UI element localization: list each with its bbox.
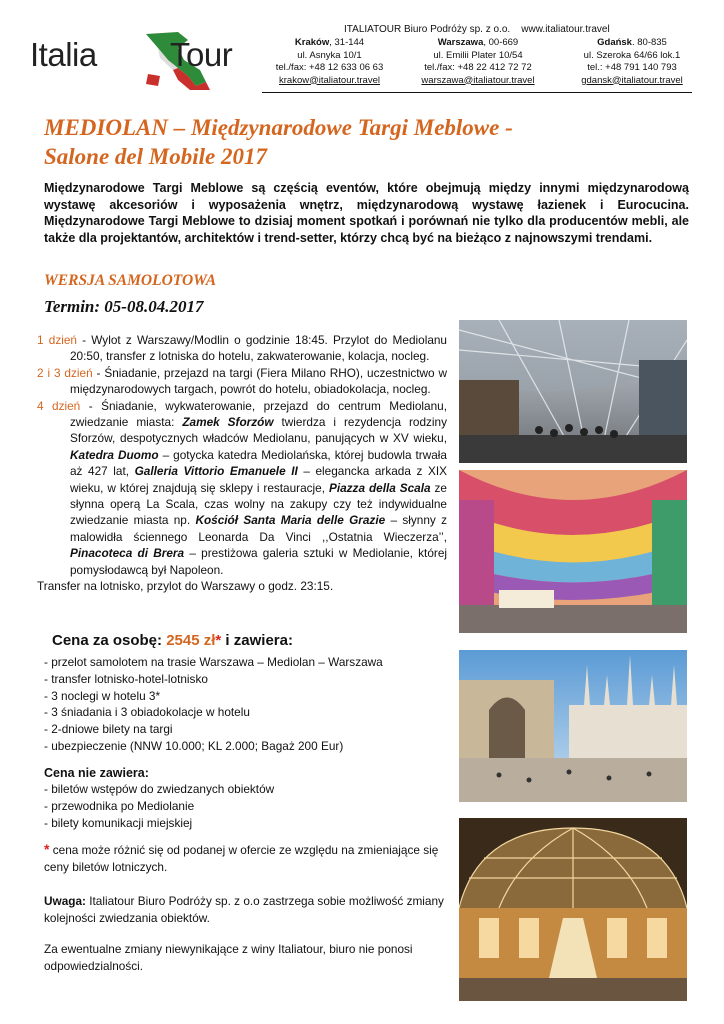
office-street: ul. Asnyka 10/1 [297,49,362,61]
excludes-heading: Cena nie zawiera: [44,766,149,780]
intro-paragraph: Międzynarodowe Targi Meblowe są częścią eventów, które obejmują między innymi międzynarodową wystawę akcesoriów i wyposażenia wnętrz, międzynarodową wystawę łazienek i Eurocucina. Międzynarodowe Targi Meblowe to dzisiaj moment spotkań i porównań nie tylko dla producentów mebli, ale także dla projektantów, architektów i trend-setter, którzy chcą być na bieżąco z najnowszymi trendami. [44,181,689,245]
italiatour-logo[interactable] [28,30,248,92]
office-city: Kraków [294,37,330,48]
attraction-name: Galleria Vittorio Emanuele II [134,464,298,479]
title-line-1: MEDIOLAN – Międzynarodowe Targi Meblowe - [44,115,513,140]
date-heading: Termin: 05-08.04.2017 [44,297,204,316]
note-asterisk: * [44,841,50,857]
page-title [44,113,513,171]
attraction-name: Kościół Santa Maria delle Grazie [195,513,386,528]
version-heading: WERSJA SAMOLOTOWA [44,272,217,289]
liability-note: Za ewentualne zmiany niewynikające z winy Italiatour, biuro nie ponosi odpowiedzialności. [44,942,413,973]
office-gdansk [562,37,702,87]
logo-word-tour: Tour [170,36,233,73]
attraction-name: Piazza della Scala [328,480,431,495]
attraction-name: Pinacoteca di Brera [70,546,185,561]
itinerary-day-4 [37,398,447,578]
office-postcode: , 31-144 [329,37,365,48]
duomo-square-photo [459,650,687,802]
list-item: - biletów wstępów do zwiedzanych obiektów [44,782,275,796]
price-suffix: i zawiera: [221,632,293,649]
header-divider [262,92,692,93]
day-text: twierdza i rezydencja rodziny Sforzów, despotycznych władców Mediolanu, panujących w XV wieku, [70,415,447,446]
list-item: - ubezpieczenie (NNW 10.000; KL 2.000; Bagaż 200 Eur) [44,738,344,753]
day-label: 1 dzień [37,333,77,347]
disclaimer-note [44,893,454,927]
list-item: - transfer lotnisko-hotel-lotnisko [44,671,208,686]
office-email-link[interactable]: krakow@italiatour.travel [279,74,380,86]
office-email-link[interactable]: warszawa@italiatour.travel [421,74,535,86]
fiera-milano-photo [459,320,687,463]
day-text: - Śniadanie, wykwaterowanie, przejazd do centrum Mediolanu, zwiedzanie miasta: [70,398,447,430]
price-note [44,841,454,876]
office-postcode: . 80-835 [631,37,667,48]
office-warszawa [408,37,548,87]
itinerary-day-1 [37,332,447,365]
office-city: Warszawa [437,37,484,48]
office-email-link[interactable]: gdansk@italiatour.travel [581,74,683,86]
office-krakow [262,37,397,87]
attraction-name: Zamek Sforzów [182,415,274,430]
galleria-photo [459,818,687,1001]
itinerary [37,332,447,595]
office-phone: tel./fax: +48 12 633 06 63 [275,62,384,73]
office-street: ul. Emilii Plater 10/54 [433,49,523,61]
list-item: - przelot samolotem na trasie Warszawa – Mediolan – Warszawa [44,655,383,669]
note-text: cena może różnić się od podanej w ofercie ze względu na zmieniające się ceny biletów lotniczych. [44,843,439,874]
day-label: 2 i 3 dzień [37,365,93,380]
day-text: - Wylot z Warszawy/Modlin o godzinie 18:45. Przylot do Mediolanu 20:50, transfer z lotniska do hotelu, zakwaterowanie, kolacja, nocleg. [70,333,447,364]
itinerary-day-2-3 [37,365,447,398]
day-text: – słynny z malowidła ściennego Leonarda Da Vinci ,,Ostatnia Wieczerza’’, [70,513,447,544]
list-item: - bilety komunikacji miejskiej [44,815,193,830]
itinerary-transfer: Transfer na lotnisko, przylot do Warszawy o godz. 23:15. [37,579,334,594]
day-text: – prestiżowa galeria sztuki w Mediolanie, której pomysłodawcą był Napoleon. [70,546,447,577]
company-name: ITALIATOUR Biuro Podróży sp. z o.o. [344,24,511,35]
office-city: Gdańsk [597,37,632,48]
title-line-2: Salone del Mobile 2017 [44,144,267,169]
price-label: Cena za osobę: [52,632,167,649]
office-postcode: , 00-669 [483,37,519,48]
list-item: - 3 śniadania i 3 obiadokolacje w hotelu [44,705,250,720]
list-item: - 3 noclegi w hotelu 3* [44,688,161,703]
excludes-list [44,781,274,831]
price-heading [52,632,293,649]
day-text: ze słynna operą La Scala, czas wolny na zakupy czy też indywidualne zwiedzanie miasta np. [70,480,447,528]
office-phone: tel.: +48 791 140 793 [587,62,677,73]
disclaimer-text: Italiatour Biuro Podróży sp. z o.o zastrzega sobie możliwość zmiany kolejności zwiedzania obiektów. [44,894,444,925]
price-amount: 2545 zł [166,632,216,649]
list-item: - 2-dniowe bilety na targi [44,722,173,737]
furniture-exhibit-photo [459,470,687,633]
attraction-name: Katedra Duomo [70,447,159,462]
company-website[interactable]: www.italiatour.travel [521,24,610,35]
day-text: – gotycka katedra Mediolańska, której budowla trwała aż 427 lat, [70,447,447,479]
day-label: 4 dzień [37,398,81,413]
list-item: - przewodnika po Mediolanie [44,798,195,813]
day-text: – elegancka arkada z XIX wieku, w której znajdują się sklepy i restauracje, [70,464,448,495]
includes-list [44,654,383,755]
company-header [344,24,610,35]
office-street: ul. Szeroka 64/66 lok.1 [583,49,681,61]
day-text: - Śniadanie, przejazd na targi (Fiera Milano RHO), uczestnictwo w międzynarodowych targach, powrót do hotelu, obiadokolacja, nocleg. [70,365,447,397]
office-phone: tel./fax: +48 22 412 72 72 [424,62,532,73]
disclaimer-label: Uwaga: [44,894,86,908]
price-asterisk: * [215,632,222,649]
logo-word-italia: Italia [30,36,97,73]
